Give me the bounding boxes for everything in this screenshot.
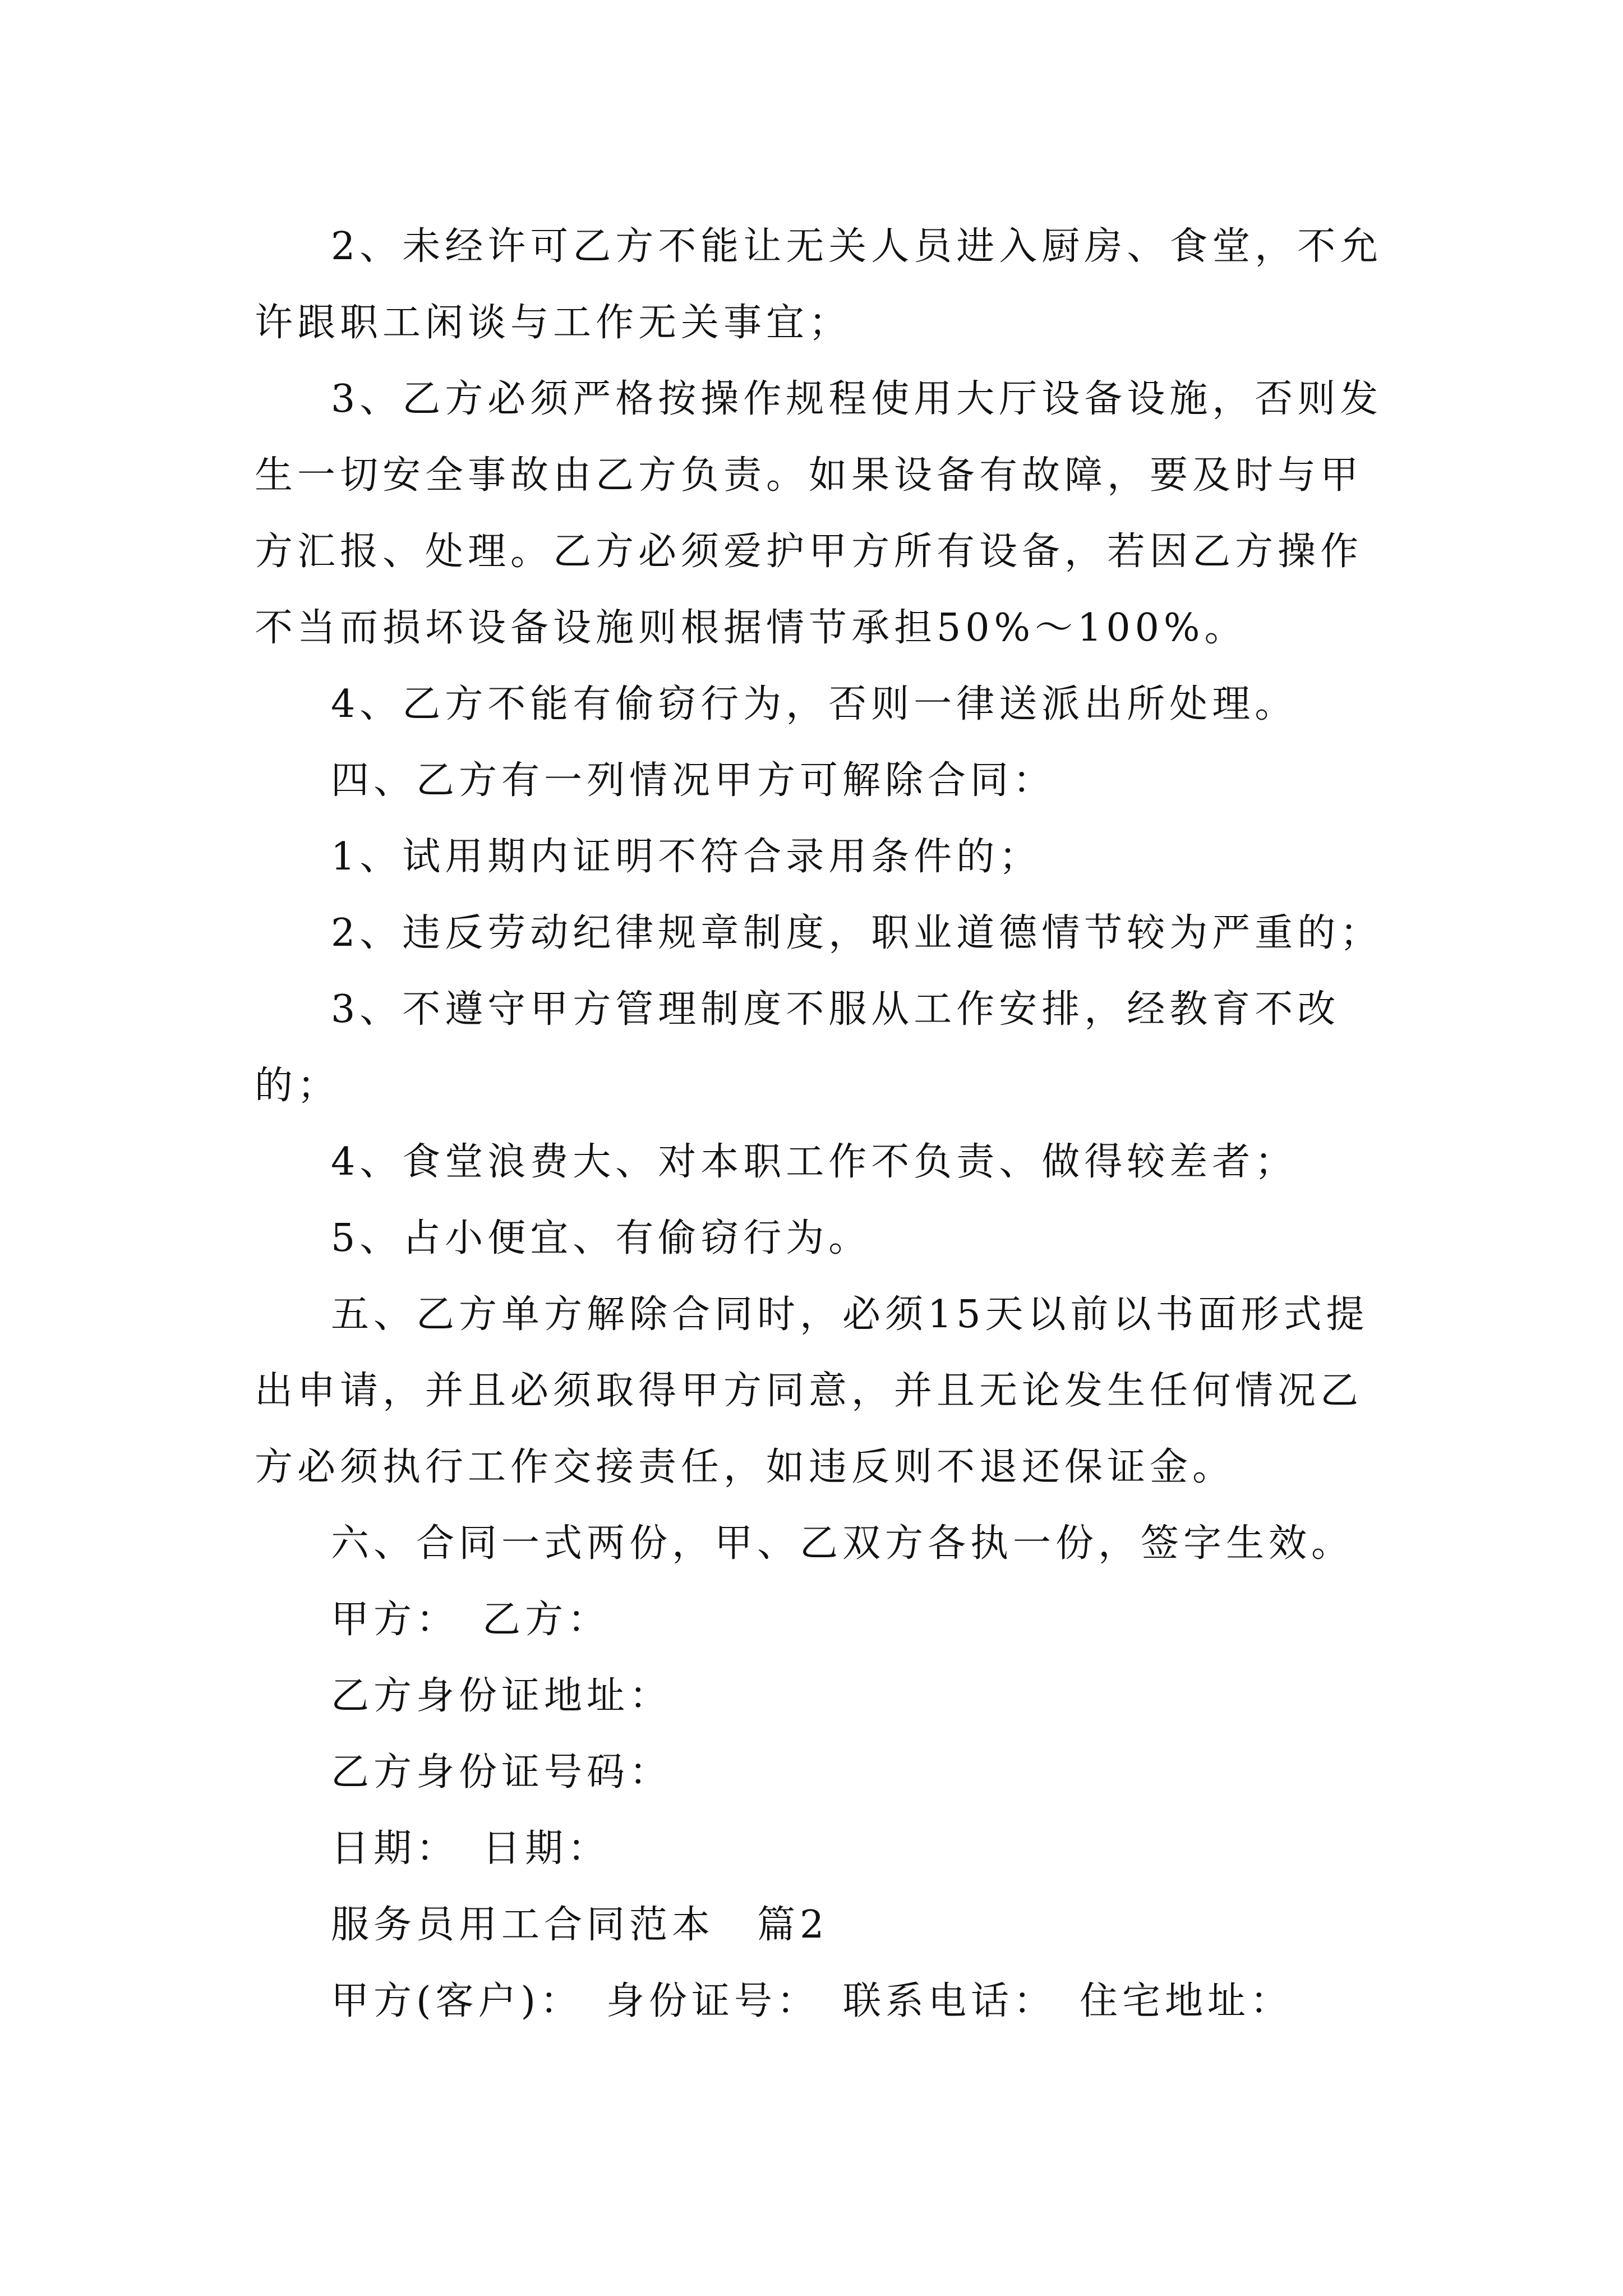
signature-id-address: 乙方身份证地址： bbox=[331, 1674, 672, 1718]
contract-title-part-2: 服务员用工合同范本 篇2 bbox=[331, 1903, 829, 1947]
signature-dates: 日期： 日期： bbox=[331, 1826, 611, 1871]
section-copies: 六、合同一式两份，甲、乙双方各执一份，签字生效。 bbox=[331, 1521, 1354, 1566]
signature-id-number: 乙方身份证号码： bbox=[331, 1750, 672, 1795]
paragraph-termination-4: 4、食堂浪费大、对本职工作不负责、做得较差者； bbox=[331, 1140, 1298, 1184]
paragraph-clause-3-equipment: 3、乙方必须严格按操作规程使用大厅设备设施，否则发生一切安全事故由乙方负责。如果设备有故障，要及时与甲方汇报、处理。乙方必须爱护甲方所有设备，若因乙方操作不当而损坏设备设施则根据情节承担50%～100%。 bbox=[255, 377, 1383, 650]
paragraph-termination-1: 1、试用期内证明不符合录用条件的； bbox=[331, 835, 1042, 879]
signature-parties: 甲方： 乙方： bbox=[331, 1598, 611, 1642]
paragraph-termination-5: 5、占小便宜、有偷窃行为。 bbox=[331, 1216, 872, 1260]
party-a-details: 甲方(客户)： 身份证号： 联系电话： 住宅地址： bbox=[331, 1979, 1293, 2023]
section-heading-termination: 四、乙方有一列情况甲方可解除合同： bbox=[331, 758, 1056, 803]
paragraph-clause-4-theft: 4、乙方不能有偷窃行为，否则一律送派出所处理。 bbox=[331, 682, 1298, 726]
paragraph-termination-3: 3、不遵守甲方管理制度不服从工作安排，经教育不改的； bbox=[255, 987, 1340, 1108]
paragraph-termination-2: 2、违反劳动纪律规章制度，职业道德情节较为严重的； bbox=[331, 911, 1383, 955]
paragraph-clause-2-access: 2、未经许可乙方不能让无关人员进入厨房、食堂，不允许跟职工闲谈与工作无关事宜； bbox=[255, 224, 1383, 345]
document-body bbox=[255, 209, 1399, 2040]
section-resignation: 五、乙方单方解除合同时，必须15天以前以书面形式提出申请，并且必须取得甲方同意，并且无论发生任何情况乙方必须执行工作交接责任，如违反则不退还保证金。 bbox=[255, 1292, 1369, 1489]
